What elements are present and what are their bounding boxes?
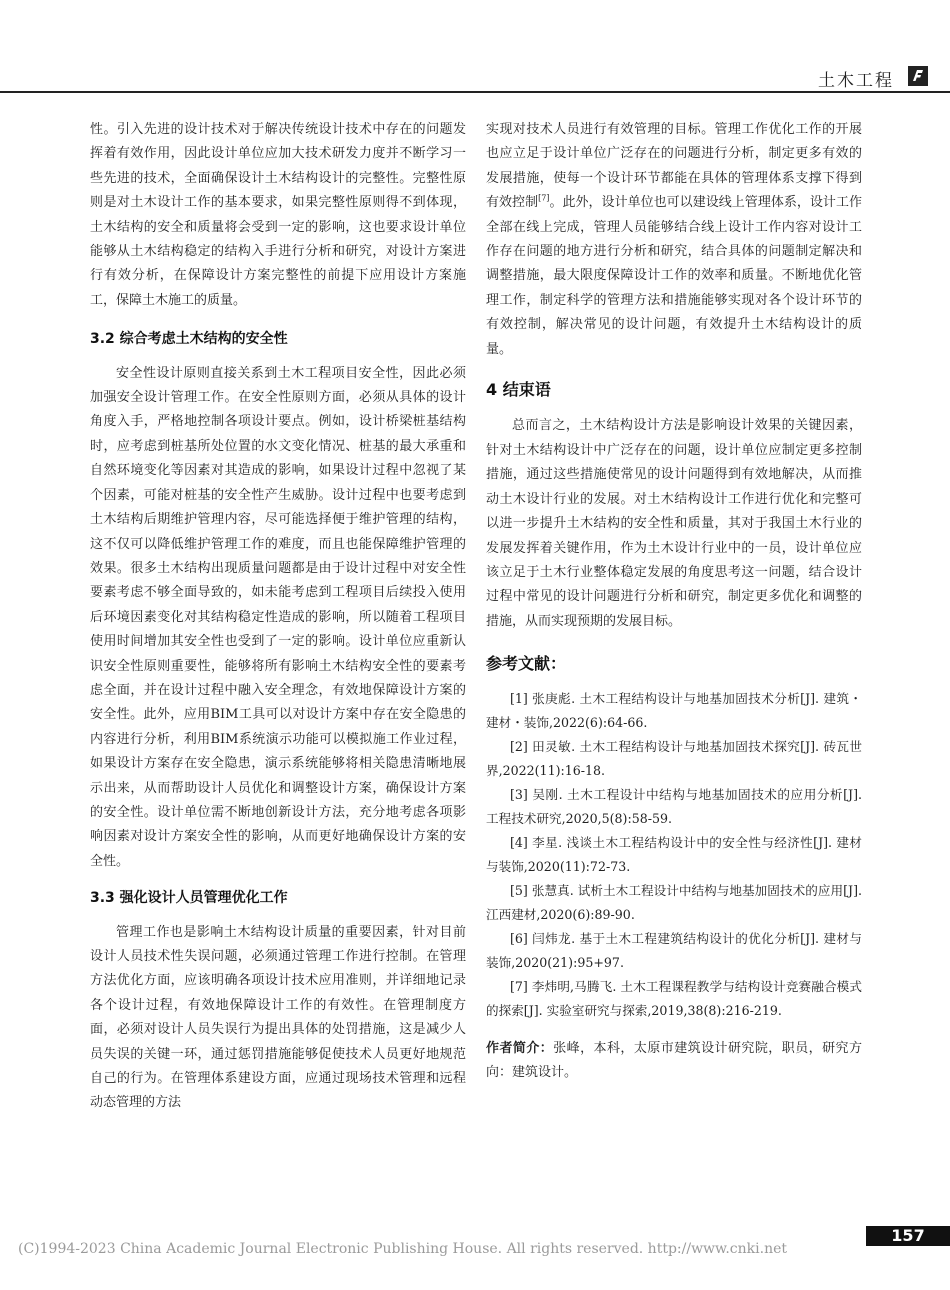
section-3-2-heading: 3.2 综合考虑土木结构的安全性 (90, 331, 288, 348)
section-4-paragraph: 总而言之，土木结构设计方法是影响设计效果的关键因素，针对土木结构设计中广泛存在的问题，设计单位应制定更多控制措施，通过这些措施使常见的设计问题得到有效地解决，从而推动土木设计行业的发展。对土木结构设计工作进行优化和完整可以进一步提升土木结构的安全性和质量，其对于我国土木行业的发展发挥着关键作用，作为土木设计行业中的一员，设计单位应该立足于土木行业整体稳定发展的角度思考这一问题，结合设计过程中常见的设计问题进行分析和研究，制定更多优化和调整的措施，从而实现预期的发展目标。 (486, 418, 862, 629)
section-4-heading: 4 结束语 (486, 380, 551, 400)
page-number: 157 (866, 1226, 950, 1246)
intro-paragraph: 性。引入先进的设计技术对于解决传统设计技术中存在的问题发挥着有效作用，因此设计单位应加大技术研发力度并不断学习一些先进的技术，全面确保设计土木结构设计的完整性。完整性原则是对土木设计工作的基本要求，如果完整性原则得不到体现，土木结构的安全和质量将会受到一定的影响，这也要求设计单位能够从土木结构稳定的结构入手进行分析和研究，对设计方案进行有效分析，在保障设计方案完整性的前提下应用设计方案施工，保障土木施工的质量。 (90, 122, 466, 308)
author-bio-text: 张峰，本科，太原市建筑设计研究院，职员，研究方向：建筑设计。 (486, 1040, 862, 1080)
reference-item: [1] 张庚彪. 土木工程结构设计与地基加固技术分析[J]. 建筑・建材・装饰,2022(6):64-66. (486, 690, 862, 730)
reference-item: [6] 闫炜龙. 基于土木工程建筑结构设计的优化分析[J]. 建材与装饰,2020(21):95+97. (486, 930, 862, 970)
author-bio-label: 作者简介： (486, 1040, 554, 1056)
continued-paragraph-b: 。此外，设计单位也可以建设线上管理体系，设计工作全部在线上完成，管理人员能够结合线上设计工作内容对设计工作存在问题的地方进行分析和研究，结合具体的问题制定解决和调整措施，最大限度保障设计工作的效率和质量。不断地优化管理工作，制定科学的管理方法和措施能够实现对各个设计环节的有效控制，解决常见的设计问题，有效提升土木结构设计的质量。 (486, 195, 862, 357)
page-header (0, 0, 950, 92)
right-column (486, 118, 862, 1085)
section-3-3-heading: 3.3 强化设计人员管理优化工作 (90, 890, 288, 907)
reference-item: [4] 李星. 浅谈土木工程结构设计中的安全性与经济性[J]. 建材与装饰,2020(11):72-73. (486, 834, 862, 874)
reference-item: [7] 李炜明,马腾飞. 土木工程课程教学与结构设计竞赛融合模式的探索[J]. 实验室研究与探索,2019,38(8):216-219. (486, 978, 862, 1018)
section-3-3-paragraph: 管理工作也是影响土木结构设计质量的重要因素，针对目前设计人员技术性失误问题，必须通过管理工作进行控制。在管理方法优化方面，应该明确各项设计技术应用准则，并详细地记录各个设计过程，有效地保障设计工作的有效性。在管理制度方面，必须对设计人员失误行为提出具体的处罚措施，这是减少人员失误的关键一环，通过惩罚措施能够促使技术人员更好地规范自己的行为。在管理体系建设方面，应通过现场技术管理和远程动态管理的方法 (90, 924, 466, 1111)
reference-item: [3] 吴刚. 土木工程设计中结构与地基加固技术的应用分析[J]. 工程技术研究,2020,5(8):58-59. (486, 786, 862, 826)
section-3-2-paragraph: 安全性设计原则直接关系到土木工程项目安全性，因此必须加强安全设计管理工作。在安全性原则方面，必须从具体的设计角度入手，严格地控制各项设计要点。例如，设计桥梁桩基结构时，应考虑到桩基所处位置的水文变化情况、桩基的最大承重和自然环境变化等因素对其造成的影响，如果设计过程中忽视了某个因素，可能对桩基的安全性产生威胁。设计过程中也要考虑到土木结构后期维护管理内容，尽可能选择便于维护管理的结构，这不仅可以降低维护管理工作的难度，而且也能保障维护管理的效果。很多土木结构出现质量问题都是由于设计过程中对安全性要素考虑不够全面导致的，如未能考虑到工程项目后续投入使用后环境因素变化对其结构稳定性造成的影响，所以随着工程项目使用时间增加其安全性也受到了一定的影响。设计单位应重新认识安全性原则重要性，能够将所有影响土木结构安全性的要素考虑全面，并在设计过程中融入安全理念，有效地保障设计方案的安全性。此外，应用BIM工具可以对设计方案中存在安全隐患的内容进行分析，利用BIM系统演示功能可以模拟施工作业过程，如果设计方案存在安全隐患，演示系统能够将相关隐患清晰地展示出来，从而帮助设计人员优化和调整设计方案，确保设计方案的安全性。设计单位需不断地创新设计方法，充分地考虑各项影响因素对设计方案安全性的影响，从而更好地确保设计方案的安全性。 (90, 365, 466, 869)
references-heading: 参考文献： (486, 654, 567, 674)
footer-copyright: (C)1994-2023 China Academic Journal Electronic Publishing House. All rights reserved. http://www.cnki.net (18, 1241, 788, 1257)
continued-paragraph-a: 实现对技术人员进行有效管理的目标。管理工作优化工作的开展也应立足于设计单位广泛存在的问题进行分析，制定更多有效的发展措施，使每一个设计环节都能在具体的管理体系支撑下得到有效控制 (486, 122, 862, 211)
citation-marker: [7] (538, 193, 550, 203)
reference-item: [5] 张慧真. 试析土木工程设计中结构与地基加固技术的应用[J]. 江西建材,2020(6):89-90. (486, 882, 862, 922)
journal-title: 土木工程 (818, 71, 894, 91)
reference-list (486, 687, 862, 1023)
author-bio (486, 1037, 862, 1086)
reference-item: [2] 田灵敏. 土木工程结构设计与地基加固技术探究[J]. 砖瓦世界,2022(11):16-18. (486, 738, 862, 778)
continued-paragraph (486, 118, 862, 362)
journal-logo-icon (908, 66, 928, 86)
left-column (90, 118, 466, 1116)
header-divider (0, 91, 950, 93)
